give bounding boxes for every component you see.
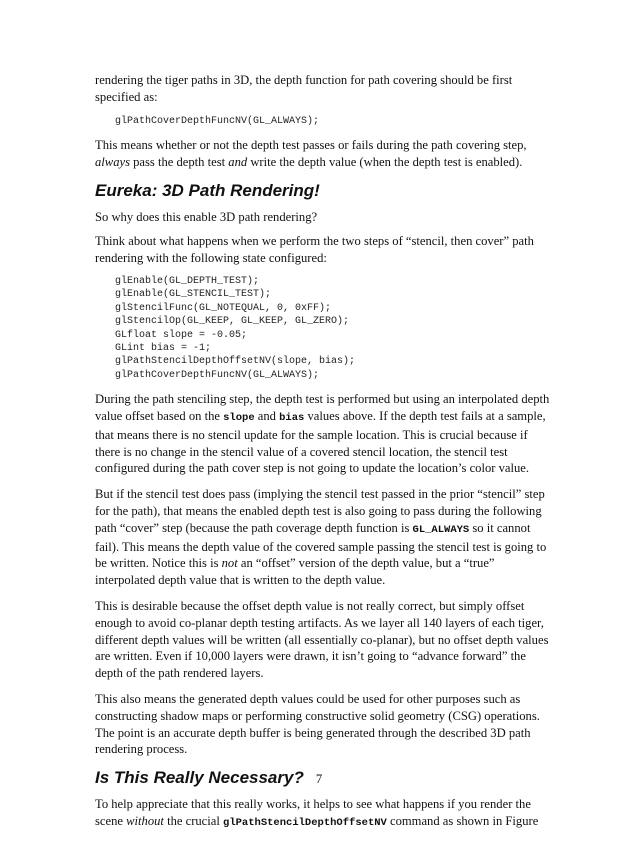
emphasis-without: without bbox=[126, 813, 164, 828]
paragraph-why-3d: So why does this enable 3D path rendering? bbox=[95, 209, 318, 224]
text-run: an “offset” version of the depth value, but a “true” interpolated depth value that is written to the depth value. bbox=[95, 556, 495, 588]
emphasis-always: always bbox=[95, 154, 130, 169]
paragraph-stencil-test-pass bbox=[95, 486, 550, 589]
text-run: But if the stencil test does pass (implying the stencil test passed in the prior “stencil” step for the path), that means the enabled depth test is also going to pass during the following path “cover” step (because the path coverage depth function is bbox=[95, 487, 545, 535]
paragraph-appreciate bbox=[95, 796, 550, 832]
text-run: write the depth value (when the depth test is enabled). bbox=[247, 154, 523, 169]
paragraph-depth-function-intro: rendering the tiger paths in 3D, the depth function for path covering should be first specified as: bbox=[95, 73, 513, 104]
paragraph-stenciling-step bbox=[95, 391, 550, 477]
paragraph-stencil-then-cover: Think about what happens when we perform the two steps of “stencil, then cover” path rendering with the following state configured: bbox=[95, 234, 534, 266]
text-run: To help appreciate that this really works, it helps to see what happens if you render the scene bbox=[95, 797, 531, 828]
text-run: the crucial bbox=[163, 813, 224, 828]
code-slope: slope bbox=[223, 412, 255, 425]
code-gl-always: GL_ALWAYS bbox=[412, 523, 470, 536]
text-run: command as shown in Figure bbox=[386, 813, 539, 828]
text-run: so it cannot fail). This means the depth value of the covered sample passing the stencil test is going to be written. Notice this is bbox=[95, 520, 547, 571]
emphasis-and: and bbox=[228, 154, 248, 169]
text-run: During the path stenciling step, the depth test is performed but using an interpolated depth value offset based on the bbox=[95, 392, 550, 424]
paragraph-other-purposes: This also means the generated depth values could be used for other purposes such as constructing shadow maps or performing constructive solid geometry (CSG) operations. The point is an accurate depth buffer is being generated through the described 3D path rendering process. bbox=[95, 691, 540, 757]
page-body bbox=[95, 72, 550, 841]
paragraph-desirable: This is desirable because the offset depth value is not really correct, but simply offset enough to avoid co-planar depth testing artifacts. As we layer all 140 layers of each tiger, different depth values will be written (all essentially co-planar), but no offset depth values are written. Even if 10,000 layers were drawn, it isn’t going to “advance forward” the depth of the path rendered layers. bbox=[95, 599, 549, 681]
code-cover-depth-func: glPathCoverDepthFuncNV(GL_ALWAYS); bbox=[115, 115, 320, 127]
text-run: and bbox=[254, 409, 280, 424]
text-run: pass the depth test bbox=[129, 154, 229, 169]
heading-really-necessary: Is This Really Necessary? bbox=[95, 768, 304, 788]
emphasis-not: not bbox=[221, 556, 238, 571]
text-run: This means whether or not the depth test passes or fails during the path covering step, bbox=[95, 138, 527, 152]
text-run: values above. If the depth test fails at a sample, that means there is no stencil update for the sample location. This is crucial because if there is no change in the stencil value of a covered stencil location, the stencil test configured during the path cover step is not going to update the location’s color value. bbox=[95, 409, 546, 476]
heading-eureka: Eureka: 3D Path Rendering! bbox=[95, 180, 320, 200]
page-number: 7 bbox=[315, 772, 323, 786]
paragraph-always-pass bbox=[95, 137, 550, 171]
code-state-configuration: glEnable(GL_DEPTH_TEST); glEnable(GL_STENCIL_TEST); glStencilFunc(GL_NOTEQUAL, 0, 0xFF); glStencilOp(GL_KEEP, GL_KEEP, GL_ZERO); GLfloat slope = -0.05; GLint bias = -1; glPathStencilDepthOffsetNV(slope, bias); glPathCoverDepthFuncNV(GL_ALWAYS); bbox=[115, 275, 356, 381]
code-stencil-depth-offset: glPathStencilDepthOffsetNV bbox=[223, 816, 387, 829]
code-bias: bias bbox=[279, 412, 305, 425]
